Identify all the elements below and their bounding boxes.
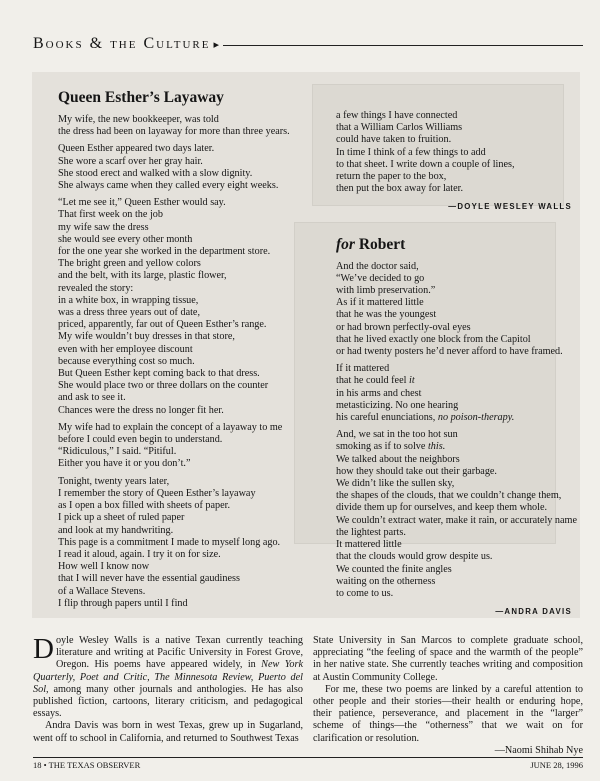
footer-date: JUNE 28, 1996 — [530, 760, 583, 770]
poem-line: in a white box, in wrapping tissue, — [58, 294, 199, 306]
bio-column-right — [313, 635, 583, 757]
poem-line: We didn’t like the sullen sky, — [336, 478, 455, 490]
poem-line: As if it mattered little — [336, 297, 424, 309]
poem-line: She always came when they called every eight weeks. — [58, 180, 279, 192]
page-footer — [33, 760, 583, 770]
poem-line: or had brown perfectly-oval eyes — [336, 321, 471, 333]
bio-paragraph: State University in San Marcos to complete graduate school, appreciating “the feeling of space and the warmth of the people” in her native state. She currently teaches writing and composition at Austin Community College. — [313, 635, 583, 683]
poem-line: could have taken to fruition. — [336, 134, 452, 146]
poem-line: “Let me see it,” Queen Esther would say. — [58, 197, 226, 209]
stanza — [58, 197, 320, 417]
poem-line: the lightest parts. — [336, 526, 406, 538]
poem-title — [336, 236, 572, 254]
poem-line: priced, apparently, far out of Queen Esther’s range. — [58, 319, 267, 331]
poem-line: How well I know now — [58, 561, 150, 573]
stanza — [58, 422, 320, 471]
poem-title-rest: Robert — [354, 235, 406, 253]
poem-line: And the doctor said, — [336, 260, 419, 272]
poem-line: This page is a commitment I made to myself long ago. — [58, 536, 281, 548]
section-title: Books & the Culture — [33, 35, 211, 52]
poem-line: and the belt, with its large, plastic flower, — [58, 270, 227, 282]
poem-line: then put the box away for later. — [336, 183, 464, 195]
poem-line: revealed the story: — [58, 282, 134, 294]
poem-line: that he lived exactly one block from the Capitol — [336, 333, 531, 345]
poem-line: his careful enunciations, no poison-therapy. — [336, 412, 515, 424]
poem-title-italic: for — [336, 235, 355, 253]
poem-line: and ask to see it. — [58, 392, 126, 404]
poem-line: If it mattered — [336, 363, 390, 375]
poem-line: We couldn’t extract water, make it rain, or accurately name — [336, 514, 577, 526]
footer-rule — [33, 757, 583, 758]
poem-line: “Ridiculous,” I said. “Pitiful. — [58, 446, 177, 458]
poem-line: a few things I have connected — [336, 110, 458, 121]
poem-line: She wore a scarf over her gray hair. — [58, 155, 203, 167]
poem-line: We counted the finite angles — [336, 563, 452, 575]
poem-body — [58, 114, 320, 610]
footer-publication: 18 • THE TEXAS OBSERVER — [33, 760, 141, 770]
poem-line: metasticizing. No one hearing — [336, 399, 459, 411]
poem-line: and look at my handwriting. — [58, 524, 174, 536]
poem-line: with limb preservation.” — [336, 285, 436, 297]
stanza — [336, 110, 572, 195]
poem-line: was a dress three years out of date, — [58, 307, 201, 319]
poem-line: I remember the story of Queen Esther’s layaway — [58, 487, 256, 499]
poem-line: I pick up a sheet of ruled paper — [58, 512, 185, 524]
poem-queen-esther — [58, 89, 320, 615]
poem-line: to come to us. — [336, 587, 394, 599]
poem-line: I read it aloud, again. I try it on for size. — [58, 548, 221, 560]
poem-line: The bright green and yellow colors — [58, 258, 201, 270]
poem-line: return the paper to the box, — [336, 171, 447, 183]
poem-line: Queen Esther appeared two days later. — [58, 143, 215, 155]
poem-line: smoking as if to solve this. — [336, 441, 446, 453]
poem-line: She stood erect and walked with a slow dignity. — [58, 167, 253, 179]
poem-line: In time I think of a few things to add — [336, 146, 486, 158]
poem-line: And, we sat in the too hot sun — [336, 429, 458, 441]
header-rule — [223, 45, 583, 46]
poem-author-credit: —ANDRA DAVIS — [495, 607, 572, 617]
poem-body — [336, 260, 577, 600]
poem-author-credit: —DOYLE WESLEY WALLS — [448, 202, 572, 212]
poem-line: It mattered little — [336, 539, 402, 551]
stanza — [336, 429, 577, 600]
poem-line: to that sheet. I write down a couple of lines, — [336, 158, 515, 170]
poem-line: That first week on the job — [58, 209, 163, 221]
stanza — [58, 114, 320, 138]
poem-line: She would place two or three dollars on the counter — [58, 380, 269, 392]
poem-line: the dress had been on layaway for more than three years. — [58, 126, 290, 138]
poem-line: for the one year she worked in the department store. — [58, 246, 271, 258]
drop-cap: D — [33, 633, 54, 665]
poem-continuation — [336, 110, 572, 195]
bio-paragraph: Andra Davis was born in west Texas, grew up in Sugarland, went off to school in California, and returned to Southwest Texas — [33, 720, 303, 744]
bio-paragraph: For me, these two poems are linked by a careful attention to other people and their stories—their health or enduring hope, their patience, perseverance, and placement in the “larger” scheme of things—the “otherness” that we wait on for clarification or resolution. — [313, 683, 583, 744]
poem-title: Queen Esther’s Layaway — [58, 89, 224, 106]
poem-line: or had twenty posters he’d never afford to have framed. — [336, 346, 563, 358]
poem-line: even with her employee discount — [58, 343, 193, 355]
poem-column-right — [336, 110, 577, 618]
stanza — [336, 363, 572, 424]
poem-line: My wife wouldn’t buy dresses in that store, — [58, 331, 235, 343]
poem-line: I flip through papers until I find — [58, 597, 188, 609]
poem-line: that the clouds would grow despite us. — [336, 551, 493, 563]
poem-line: my wife saw the dress — [58, 221, 149, 233]
bio-column-left — [33, 635, 303, 745]
poem-line: that I will never have the essential gaudiness — [58, 573, 240, 585]
poem-line: Tonight, twenty years later, — [58, 475, 170, 487]
poem-line: that a William Carlos Williams — [336, 122, 463, 134]
stanza — [58, 143, 320, 192]
bio-paragraph: Doyle Wesley Walls is a native Texan currently teaching literature and writing at Pacific University in Forest Grove, Oregon. His poems have appeared widely, in New York Quarterly, Poet and Critic, The Minnesota Review, Puerto del Sol, among many other journals and anthologies. He has also published fiction, cartoons, literary criticism, and pedagogical essays. — [33, 633, 303, 720]
poem-line: she would see every other month — [58, 233, 193, 245]
poem-line: But Queen Esther kept coming back to that dress. — [58, 368, 260, 380]
poem-line: My wife had to explain the concept of a layaway to me — [58, 421, 283, 433]
poem-line: because everything cost so much. — [58, 355, 195, 367]
poem-line: how they should take out their garbage. — [336, 465, 497, 477]
stanza — [336, 261, 572, 359]
poem-line: that he could feel it — [336, 375, 415, 387]
poem-line: waiting on the otherness — [336, 575, 436, 587]
poem-line: in his arms and chest — [336, 387, 422, 399]
poem-line: as I open a box filled with sheets of paper. — [58, 500, 231, 512]
poem-line: the shapes of the clouds, that we couldn’t change them, — [336, 490, 562, 502]
stanza — [58, 476, 320, 610]
poem-line: before I could even begin to understand. — [58, 434, 223, 446]
poem-line: divide them up for ourselves, and keep them whole. — [336, 502, 548, 514]
poem-line: My wife, the new bookkeeper, was told — [58, 114, 219, 125]
poem-line: “We’ve decided to go — [336, 272, 425, 284]
poem-line: We talked about the neighbors — [336, 453, 460, 465]
poem-line: that he was the youngest — [336, 309, 437, 321]
section-header — [33, 34, 583, 54]
poem-line: of a Wallace Stevens. — [58, 585, 146, 597]
poem-line: Chances were the dress no longer fit her. — [58, 404, 224, 416]
caret-right-icon: ▸ — [213, 38, 220, 51]
bio-signature: —Naomi Shihab Nye — [494, 744, 583, 756]
poem-line: Either you have it or you don’t.” — [58, 458, 191, 470]
